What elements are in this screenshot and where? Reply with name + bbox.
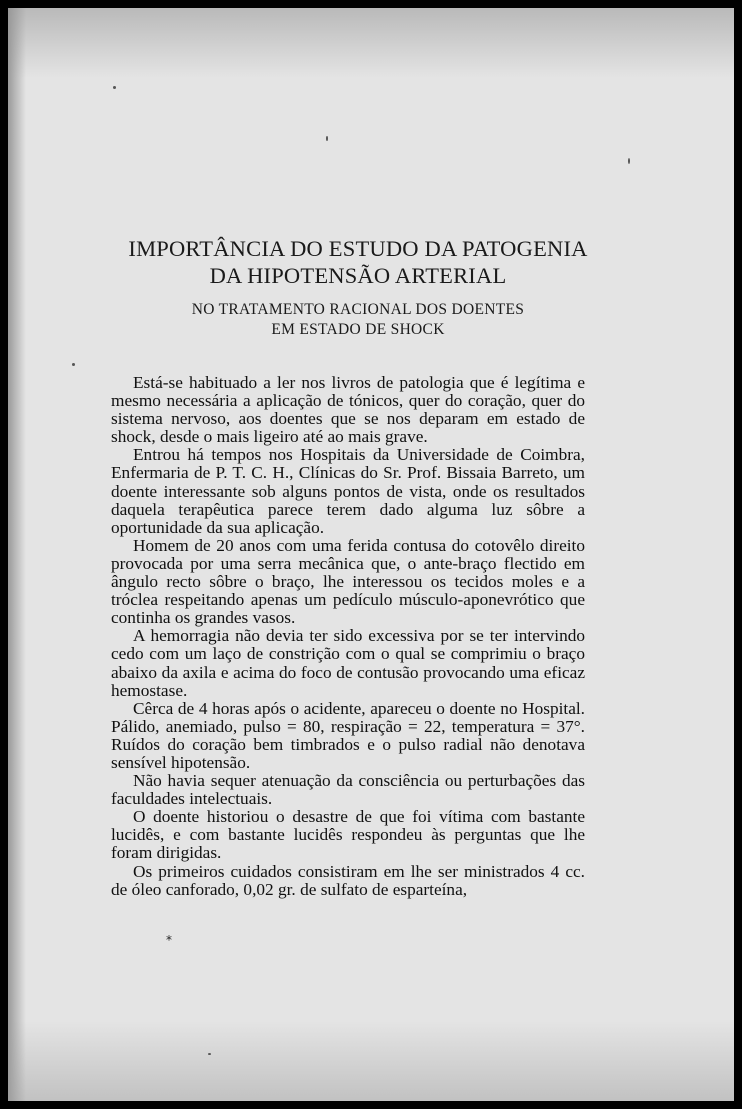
scanned-page <box>8 8 734 1101</box>
scan-speck <box>326 136 328 141</box>
scan-speck <box>628 158 630 164</box>
paragraph: Entrou há tempos nos Hospitais da Universidade de Coimbra, Enfermaria de P. T. C. H., Clínicas do Sr. Prof. Bissaia Barreto, um doente interessante sob alguns pontos de vista, onde os resultados daquela terapêutica parece terem dado alguma luz sôbre a oportunidade da sua aplicação. <box>111 445 585 537</box>
article-title <box>108 235 608 289</box>
paragraph: Homem de 20 anos com uma ferida contusa do cotovêlo direito provocada por uma serra mecânica que, o ante-braço flectido em ângulo recto sôbre o braço, lhe interessou os tecidos moles e a tróclea respeitando apenas um pedículo músculo-aponevrótico que continha os grandes vasos. <box>111 535 585 628</box>
paragraph: Cêrca de 4 horas após o acidente, apareceu o doente no Hospital. Pálido, anemiado, pulso = 80, respiração = 22, temperatura = 37°. Ruídos do coração bem timbrados e o pulso radial não denotava sensível hipotensão. <box>111 698 585 772</box>
subtitle-line-2: EM ESTADO DE SHOCK <box>271 321 445 338</box>
title-line-2: DA HIPOTENSÃO ARTERIAL <box>209 263 507 288</box>
paragraph: Os primeiros cuidados consistiram em lhe ser ministrados 4 cc. de óleo canforado, 0,02 gr. de sulfato de esparteína, <box>111 861 585 899</box>
article-body <box>111 374 585 899</box>
subtitle-line-1: NO TRATAMENTO RACIONAL DOS DOENTES <box>191 301 525 318</box>
scan-speck <box>208 1053 211 1055</box>
scan-shadow-top <box>8 8 734 78</box>
paragraph: A hemorragia não devia ter sido excessiva por se ter intervindo cedo com um laço de constrição com o qual se comprimiu o braço abaixo da axila e acima do foco de contusão provocando uma eficaz hemostase. <box>111 626 585 700</box>
paragraph: Não havia sequer atenuação da consciência ou perturbações das faculdades intelectuais. <box>111 771 585 809</box>
paragraph: Está-se habituado a ler nos livros de patologia que é legítima e mesmo necessária a aplicação de tónicos, quer do coração, quer do sistema nervoso, aos doentes que se nos deparam em estado de shock, desde o mais ligeiro até ao mais grave. <box>111 373 585 447</box>
scan-speck <box>113 86 116 89</box>
scan-speck <box>72 363 75 366</box>
paragraph: O doente historiou o desastre de que foi vítima com bastante lucidês, e com bastante lucidês respondeu às perguntas que lhe foram dirigidas. <box>111 807 585 863</box>
scan-shadow-bottom <box>8 1021 734 1101</box>
footnote-mark: * <box>166 933 172 947</box>
title-line-1: IMPORTÂNCIA DO ESTUDO DA PATOGENIA <box>128 236 588 261</box>
scan-shadow-left <box>8 8 26 1101</box>
article-subtitle <box>148 300 568 340</box>
